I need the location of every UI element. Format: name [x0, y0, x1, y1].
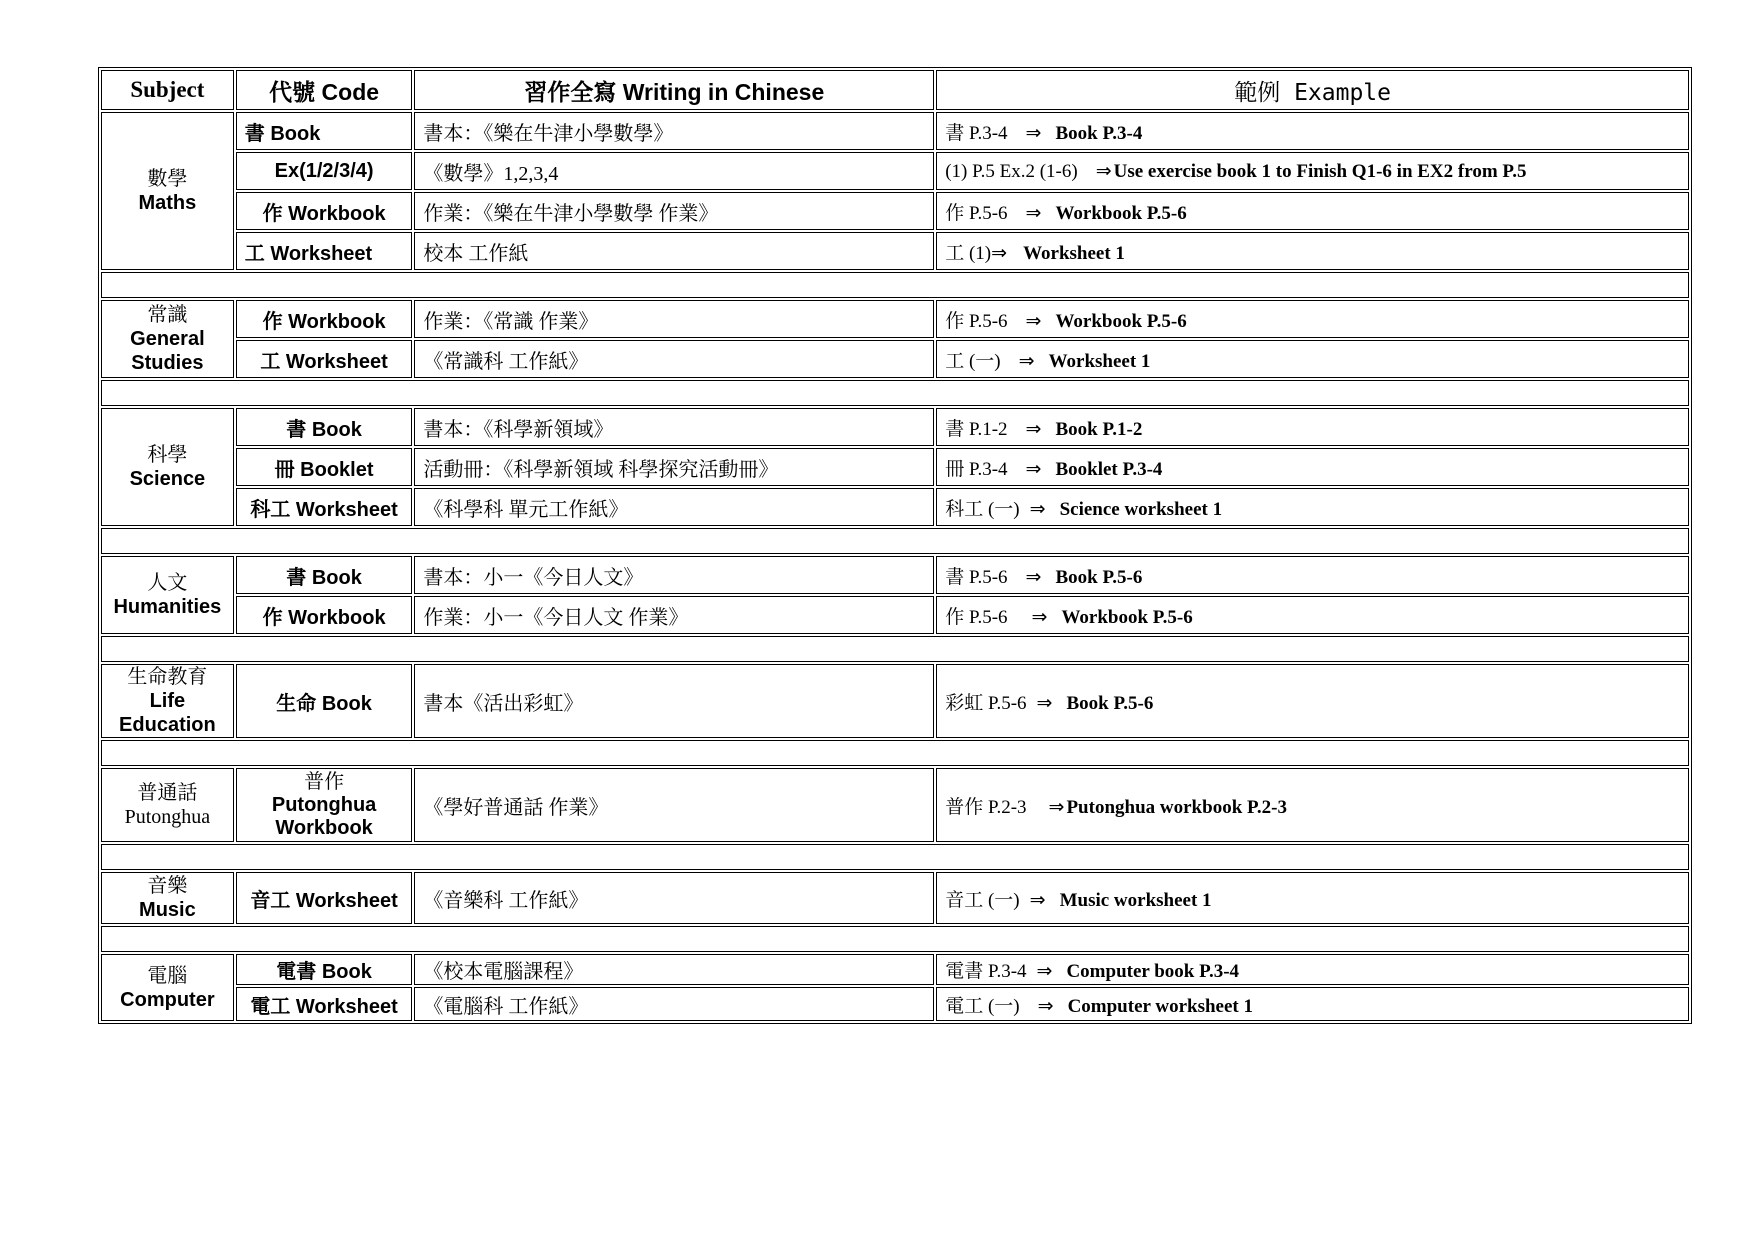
writing-cell: 《音樂科 工作紙》 — [414, 872, 934, 924]
example-cell — [936, 448, 1689, 486]
table-row — [101, 596, 1689, 634]
table-row — [101, 340, 1689, 378]
example-en: Worksheet 1 — [1048, 350, 1151, 372]
subject-zh: 音樂 — [147, 875, 188, 897]
spacer-row — [101, 528, 1689, 554]
example-cell — [936, 768, 1689, 842]
subject-zh: 數學 — [147, 168, 188, 190]
spacer-cell — [101, 636, 1689, 662]
arrow-icon: ⇒ — [1095, 159, 1112, 182]
subject-zh: 電腦 — [147, 964, 188, 987]
example-en: Workbook P.5-6 — [1061, 606, 1193, 628]
table-row — [101, 488, 1689, 526]
example-en: Book P.5-6 — [1055, 566, 1143, 588]
example-cell — [936, 556, 1689, 594]
arrow-icon: ⇒ — [1036, 691, 1053, 714]
writing-cell: 《校本電腦課程》 — [414, 954, 934, 985]
code-cell: 冊 Booklet — [236, 448, 413, 486]
spacer-cell — [101, 528, 1689, 554]
example-code: 電工 (一) — [945, 995, 1020, 1017]
arrow-icon: ⇒ — [1025, 201, 1042, 224]
code-cell: 工 Worksheet — [236, 340, 413, 378]
homework-code-table — [98, 67, 1692, 1024]
example-en: Book P.1-2 — [1055, 418, 1143, 440]
arrow-icon: ⇒ — [1036, 960, 1053, 982]
example-en: Worksheet 1 — [1023, 242, 1125, 264]
subject-zh: 普通話 — [137, 782, 198, 804]
writing-cell: 活動冊：《科學新領域 科學探究活動冊》 — [414, 448, 934, 486]
example-code: 冊 P.3-4 — [945, 458, 1008, 480]
writing-cell: 《科學科 單元工作紙》 — [414, 488, 934, 526]
example-code: 書 P.1-2 — [945, 418, 1008, 440]
example-en: Book P.5-6 — [1066, 692, 1154, 714]
writing-cell: 書本《活出彩虹》 — [414, 664, 934, 738]
example-cell — [936, 300, 1689, 338]
subject-en: Science — [129, 468, 206, 490]
arrow-icon: ⇒ — [1029, 497, 1046, 520]
example-cell — [936, 596, 1689, 634]
spacer-row — [101, 844, 1689, 870]
example-en: Workbook P.5-6 — [1055, 202, 1187, 224]
table-row — [101, 872, 1689, 924]
example-cell — [936, 152, 1689, 190]
header-row — [101, 70, 1689, 110]
example-cell — [936, 408, 1689, 446]
header-example: 範例 Example — [936, 70, 1689, 110]
subject-zh: 人文 — [147, 572, 188, 594]
table-row — [101, 408, 1689, 446]
subject-en: Music — [139, 899, 196, 921]
subject-putonghua — [101, 768, 234, 842]
code-en: Putonghua — [271, 793, 377, 816]
subject-humanities — [101, 556, 234, 634]
code-cell: 作 Workbook — [236, 596, 413, 634]
example-cell — [936, 340, 1689, 378]
table-row — [101, 152, 1689, 190]
code-zh: 普作 — [304, 770, 345, 793]
header-code: 代號 Code — [236, 70, 413, 110]
example-cell — [936, 112, 1689, 150]
writing-cell: 《數學》1,2,3,4 — [414, 152, 934, 190]
subject-en: Putonghua — [124, 806, 211, 828]
writing-cell: 作業：《樂在牛津小學數學 作業》 — [414, 192, 934, 230]
example-code: 音工 (一) — [945, 889, 1020, 911]
code-cell: 書 Book — [236, 556, 413, 594]
writing-cell: 《學好普通話 作業》 — [414, 768, 934, 842]
spacer-cell — [101, 740, 1689, 766]
code-cell: 工 Worksheet — [236, 232, 413, 270]
writing-cell: 《電腦科 工作紙》 — [414, 987, 934, 1021]
spacer-cell — [101, 380, 1689, 406]
spacer-row — [101, 926, 1689, 952]
table-row — [101, 192, 1689, 230]
writing-cell: 書本：小一《今日人文》 — [414, 556, 934, 594]
code-cell: 作 Workbook — [236, 300, 413, 338]
subject-en: General — [130, 328, 205, 350]
code-cell — [236, 768, 413, 842]
example-code: 彩虹 P.5-6 — [945, 692, 1027, 714]
table-row — [101, 768, 1689, 842]
arrow-icon: ⇒ — [1025, 565, 1042, 588]
example-en: Computer book P.3-4 — [1066, 961, 1240, 982]
spacer-row — [101, 272, 1689, 298]
subject-en: Humanities — [113, 596, 222, 618]
arrow-icon: ⇒ — [1025, 417, 1042, 440]
subject-en: Life — [149, 690, 186, 712]
spacer-cell — [101, 844, 1689, 870]
example-cell — [936, 232, 1689, 270]
table-row — [101, 954, 1689, 985]
subject-zh: 科學 — [147, 444, 188, 466]
table-row — [101, 556, 1689, 594]
subject-music — [101, 872, 234, 924]
code-cell: 音工 Worksheet — [236, 872, 413, 924]
writing-cell: 《常識科 工作紙》 — [414, 340, 934, 378]
code-en: Workbook — [275, 816, 373, 839]
example-cell — [936, 664, 1689, 738]
example-en: Booklet P.3-4 — [1055, 458, 1163, 480]
arrow-icon: ⇒ — [1037, 994, 1054, 1017]
subject-en: Maths — [138, 192, 197, 214]
code-cell: 生命 Book — [236, 664, 413, 738]
writing-cell: 書本：《樂在牛津小學數學》 — [414, 112, 934, 150]
writing-cell: 作業：小一《今日人文 作業》 — [414, 596, 934, 634]
example-cell — [936, 488, 1689, 526]
subject-en: Studies — [131, 352, 204, 374]
subject-zh: 常識 — [147, 304, 188, 326]
spacer-row — [101, 740, 1689, 766]
example-cell — [936, 954, 1689, 985]
example-en: Putonghua workbook P.2-3 — [1066, 796, 1287, 818]
example-en: Science worksheet 1 — [1059, 498, 1223, 520]
table-row — [101, 448, 1689, 486]
code-cell: 書 Book — [236, 408, 413, 446]
arrow-icon: ⇒ — [1025, 121, 1042, 144]
example-code: 作 P.5-6 — [945, 606, 1008, 628]
subject-en: Education — [119, 714, 216, 736]
code-cell: 科工 Worksheet — [236, 488, 413, 526]
spacer-row — [101, 636, 1689, 662]
example-en: Use exercise book 1 to Finish Q1-6 in EX2 from P.5 — [1113, 160, 1527, 182]
subject-general-studies — [101, 300, 234, 378]
header-writing: 習作全寫 Writing in Chinese — [414, 70, 934, 110]
code-cell: 書 Book — [236, 112, 413, 150]
writing-cell: 校本 工作紙 — [414, 232, 934, 270]
example-en: Computer worksheet 1 — [1067, 995, 1253, 1017]
arrow-icon: ⇒ — [991, 241, 1008, 264]
subject-life-education — [101, 664, 234, 738]
subject-computer — [101, 954, 234, 1021]
writing-cell: 作業：《常識 作業》 — [414, 300, 934, 338]
code-cell: 電書 Book — [236, 954, 413, 985]
example-code: (1) P.5 Ex.2 (1-6) — [945, 160, 1078, 182]
code-cell: Ex(1/2/3/4) — [236, 152, 413, 190]
arrow-icon: ⇒ — [1018, 349, 1035, 372]
example-cell — [936, 192, 1689, 230]
example-code: 作 P.5-6 — [945, 310, 1008, 332]
example-code: 普作 P.2-3 — [945, 796, 1027, 818]
example-en: Workbook P.5-6 — [1055, 310, 1187, 332]
example-en: Music worksheet 1 — [1059, 889, 1212, 911]
table-row — [101, 112, 1689, 150]
example-code: 書 P.5-6 — [945, 566, 1008, 588]
subject-maths — [101, 112, 234, 270]
arrow-icon: ⇒ — [1025, 457, 1042, 480]
spacer-row — [101, 380, 1689, 406]
arrow-icon: ⇒ — [1029, 888, 1046, 911]
subject-science — [101, 408, 234, 526]
code-cell: 電工 Worksheet — [236, 987, 413, 1021]
arrow-icon: ⇒ — [1048, 795, 1065, 818]
example-cell — [936, 987, 1689, 1021]
example-en: Book P.3-4 — [1055, 122, 1143, 144]
spacer-cell — [101, 926, 1689, 952]
example-code: 作 P.5-6 — [945, 202, 1008, 224]
spacer-cell — [101, 272, 1689, 298]
example-code: 工 (一) — [945, 350, 1001, 372]
table-row — [101, 232, 1689, 270]
example-code: 工 (1) — [945, 242, 992, 264]
subject-zh: 生命教育 — [127, 666, 208, 688]
example-code: 電書 P.3-4 — [945, 961, 1027, 982]
table-row — [101, 300, 1689, 338]
example-code: 書 P.3-4 — [945, 122, 1008, 144]
writing-cell: 書本：《科學新領域》 — [414, 408, 934, 446]
arrow-icon: ⇒ — [1025, 309, 1042, 332]
example-code: 科工 (一) — [945, 498, 1020, 520]
header-subject: Subject — [101, 70, 234, 110]
code-cell: 作 Workbook — [236, 192, 413, 230]
subject-en: Computer — [120, 988, 215, 1011]
arrow-icon: ⇒ — [1031, 605, 1048, 628]
example-cell — [936, 872, 1689, 924]
table-row — [101, 664, 1689, 738]
table-row — [101, 987, 1689, 1021]
